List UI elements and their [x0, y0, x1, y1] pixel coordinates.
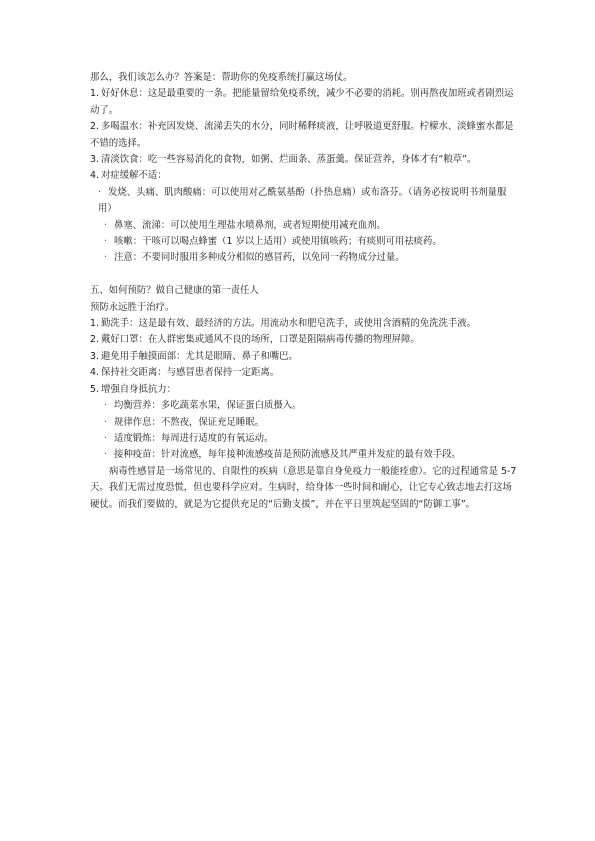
- list-text: 多喝温水：补充因发烧、流涕丢失的水分，同时稀释痰液，让呼吸道更舒服。柠檬水、淡蜂蜜水都是不错的选择。: [90, 121, 514, 149]
- bullet-dot: ·: [98, 186, 101, 198]
- list-number: 1.: [90, 88, 99, 100]
- symptom-bullet: [90, 250, 520, 266]
- care-item-3: [90, 152, 520, 168]
- care-item-1: [90, 86, 520, 119]
- list-text: 清淡饮食：吃一些容易消化的食物，如粥、烂面条、蒸蛋羹。保证营养，身体才有“粮草”。: [101, 154, 477, 166]
- list-text: 保持社交距离：与感冒患者保持一定距离。: [101, 367, 280, 379]
- immunity-bullet: [90, 447, 520, 463]
- section-spacer: [90, 267, 520, 283]
- list-number: 2.: [90, 121, 99, 133]
- bullet-dot: ·: [104, 236, 107, 248]
- symptom-bullet: [90, 185, 520, 218]
- list-text: 好好休息：这是最重要的一条。把能量留给免疫系统，减少不必要的消耗。别再熬夜加班或者剧烈运动了。: [90, 88, 514, 116]
- document-page: [90, 70, 520, 514]
- bullet-text: 适度锻炼：每周进行适度的有氧运动。: [114, 432, 274, 444]
- list-text: 勤洗手：这是最有效、最经济的方法。用流动水和肥皂洗手，或使用含酒精的免洗洗手液。: [101, 318, 477, 330]
- intro-line: 那么，我们该怎么办？答案是：帮助你的免疫系统打赢这场仗。: [90, 72, 353, 83]
- prevention-item-5: [90, 382, 520, 398]
- conclusion-paragraph: 病毒性感冒是一场常见的、自限性的疾病（意思是靠自身免疫力一般能痊愈）。它的过程通常是 5-7 天。我们无需过度恐慌，但也要科学应对。生病时，给身体一些时间和耐心，让它专心致志地去打这场硬仗。而我们要做的，就是为它提供充足的“后勤支援”，并在平日里筑起坚固的“防御工事”。: [90, 465, 517, 510]
- list-number: 1.: [90, 318, 99, 330]
- list-number: 3.: [90, 154, 99, 166]
- bullet-text: 规律作息：不熬夜，保证充足睡眠。: [114, 416, 265, 428]
- symptom-bullet: [90, 234, 520, 250]
- list-number: 3.: [90, 350, 99, 362]
- care-item-4: [90, 168, 520, 184]
- section-subheading: 预防永远胜于治疗。: [90, 301, 175, 313]
- prevention-item-2: [90, 332, 520, 348]
- list-text: 对症缓解不适：: [101, 170, 167, 182]
- immunity-bullet: [90, 398, 520, 414]
- bullet-text: 均衡营养：多吃蔬菜水果，保证蛋白质摄入。: [114, 400, 302, 412]
- list-text: 增强自身抵抗力：: [101, 383, 177, 395]
- immunity-bullet: [90, 431, 520, 447]
- bullet-text: 发烧、头痛、肌肉酸痛：可以使用对乙酰氨基酚（扑热息痛）或布洛芬。（请务必按说明书剂量服用）: [98, 186, 507, 215]
- list-number: 2.: [90, 334, 99, 346]
- bullet-text: 咳嗽：干咳可以喝点蜂蜜（1 岁以上适用）或使用镇咳药；有痰则可用祛痰药。: [114, 236, 442, 248]
- bullet-dot: ·: [104, 432, 107, 444]
- bullet-dot: ·: [104, 400, 107, 412]
- list-number: 4.: [90, 367, 99, 379]
- list-text: 戴好口罩：在人群密集或通风不良的场所，口罩是阻隔病毒传播的物理屏障。: [101, 334, 420, 346]
- bullet-text: 注意：不要同时服用多种成分相似的感冒药，以免同一药物成分过量。: [114, 252, 405, 264]
- prevention-item-1: [90, 316, 520, 332]
- bullet-text: 鼻塞、流涕：可以使用生理盐水喷鼻剂，或者短期使用减充血剂。: [114, 219, 386, 231]
- bullet-dot: ·: [104, 252, 107, 264]
- care-item-2: [90, 119, 520, 152]
- list-number: 5.: [90, 383, 99, 395]
- bullet-text: 接种疫苗：针对流感，每年接种流感疫苗是预防流感及其严重并发症的最有效手段。: [114, 449, 461, 461]
- list-text: 避免用手触摸面部：尤其是眼睛、鼻子和嘴巴。: [101, 350, 298, 362]
- bullet-dot: ·: [104, 449, 107, 461]
- list-number: 4.: [90, 170, 99, 182]
- immunity-bullet: [90, 415, 520, 431]
- prevention-item-4: [90, 365, 520, 381]
- prevention-item-3: [90, 349, 520, 365]
- bullet-dot: ·: [104, 219, 107, 231]
- section-heading: 五、如何预防？做自己健康的第一责任人: [90, 285, 259, 297]
- bullet-dot: ·: [104, 416, 107, 428]
- symptom-bullet: [90, 218, 520, 234]
